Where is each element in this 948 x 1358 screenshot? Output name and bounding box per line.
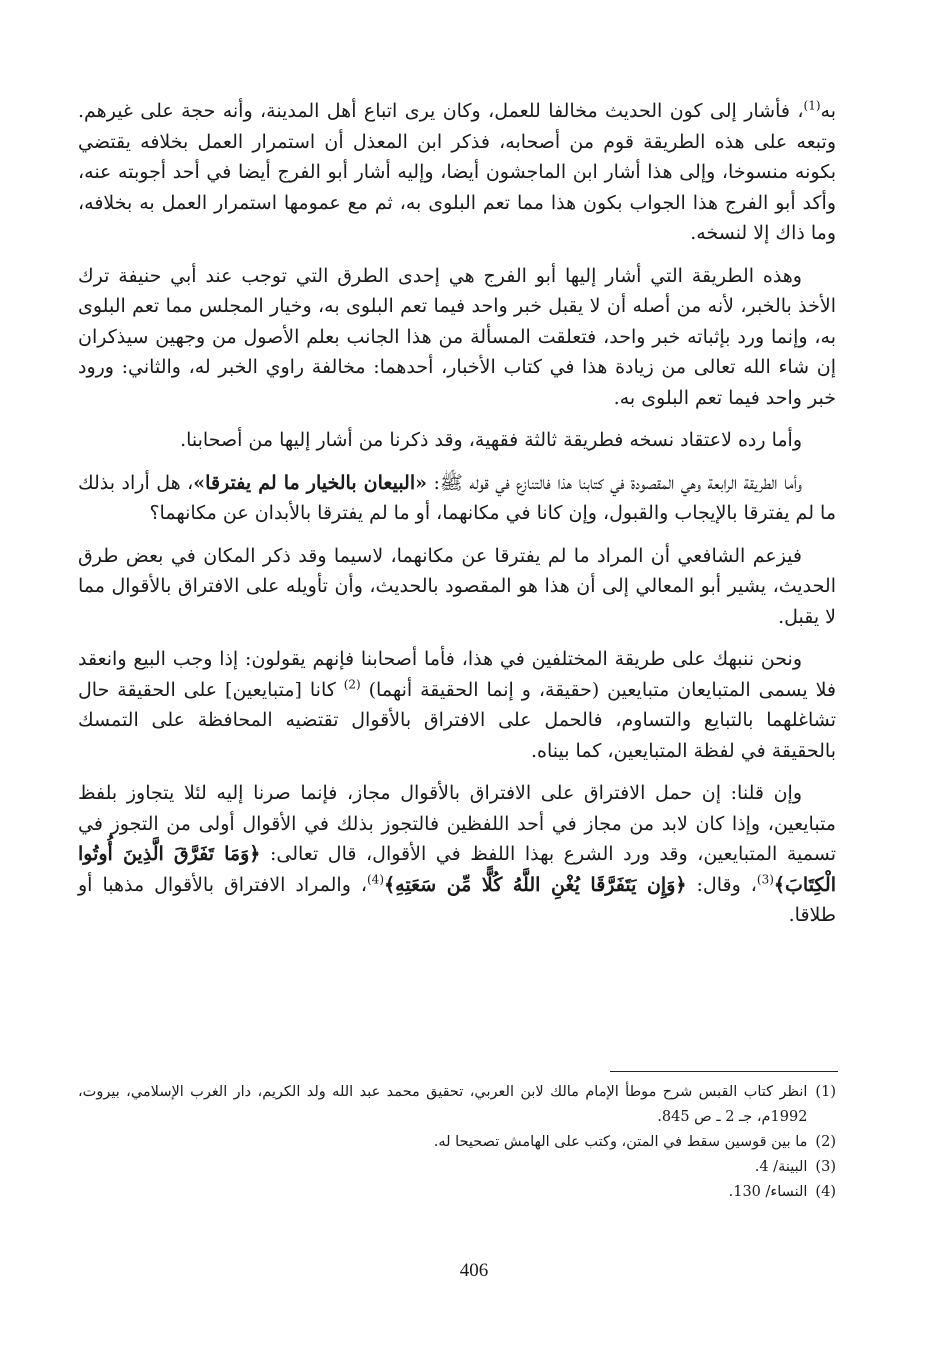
footnote-separator: [610, 1071, 838, 1072]
footnotes: [78, 1080, 836, 1205]
text-run: ، وقال:: [686, 873, 757, 896]
footnote-number: (4): [815, 1184, 836, 1200]
paragraph: [78, 541, 836, 633]
text-run: ، فأشار إلى كون الحديث مخالفا للعمل، وكان يرى اتباع أهل المدينة، وأنه حجة على غيرهم. وتبعه على هذه الطريقة قوم من أصحابه، فذكر ابن المعذل أن استمرار العمل بخلافه يقتضي بكونه منسوخا، وإلى هذا أشار ابن الماجشون أيضا، وإليه أشار أبو الفرج أيضا في أحد أجوبته عنه، وأكد أبو الفرج هذا الجواب بكون هذا مما تعم البلوى به، ثم مع عمومها استمرار العمل به بخلافه، وما ذاك إلا لنسخه.: [78, 100, 836, 244]
text-run: وإن قلنا: إن حمل الافتراق على الافتراق بالأقوال مجاز، فإنما صرنا إليه لئلا يتجاوز بلفظ متبايعين، وإذا كان لابد من مجاز في أحد اللفظين فالتجوز بذلك في الأقوال أولى من التجوز في تسمية المتبايعين، وقد ورد الشرع بهذا اللفظ في الأقوال، قال تعالى:: [78, 782, 837, 865]
text-run: وأما رده لاعتقاد نسخه فطريقة ثالثة فقهية، وقد ذكرنا من أشار إليها من أصحابنا.: [180, 429, 802, 451]
footnote-ref: (1): [803, 98, 821, 113]
text-run: ، والمراد الافتراق بالأقوال مذهبا أو طلاقا.: [78, 873, 836, 926]
hadith-quote: «البيعان بالخيار ما لم يفترقا»: [193, 471, 428, 494]
footnote: [78, 1080, 836, 1130]
paragraph: [78, 778, 836, 931]
footnote-ref: (4): [366, 872, 384, 887]
footnote-number: (3): [815, 1159, 836, 1175]
footnote-number: (1): [815, 1084, 836, 1100]
paragraph: [78, 261, 836, 414]
footnote-number: (2): [815, 1134, 836, 1150]
footnote-text: انظر كتاب القبس شرح موطأ الإمام مالك لابن العربي، تحقيق محمد عبد الله ولد الكريم، دار الغرب الإسلامي، بيروت، 1992م، جـ 2 ـ ص 845.: [78, 1084, 808, 1125]
paragraph: [78, 468, 836, 529]
text-run: به: [820, 100, 836, 122]
text-run: ونحن ننبهك على طريقة المختلفين في هذا، فأما أصحابنا فإنهم يقولون: إذا وجب البيع وانعقد فلا يسمى المتبايعان متبايعين (حقيقة، و إنما الحقيقة أنهما): [78, 648, 837, 701]
text-run: ، هل أراد بذلك ما لم يفترقا بالإيجاب والقبول، وإن كانا في مكانهما، أو ما لم يفترقا بالأبدان عن مكانهما؟: [78, 471, 836, 524]
text-run: كانا [متبايعين] على الحقيقة حال تشاغلهما بالتبايع والتساوم، فالحمل على الافتراق بالأقوال تقتضيه المحافظة على التمسك بالحقيقة في لفظة المتبايعين، كما بيناه.: [78, 678, 836, 762]
quran-verse: ﴿وَمَا تَفَرَّقَ الَّذِينَ أُوتُوا الْكِتَابَ﴾: [78, 843, 836, 896]
text-run: وهذه الطريقة التي أشار إليها أبو الفرج هي إحدى الطرق التي توجب عند أبي حنيفة ترك الأخذ بالخبر، لأنه من أصله أن لا يقبل خبر واحد فيما تعم البلوى به، وخيار المجلس مما تعم البلوى به، وإنما ورد بإثباته خبر واحد، فتعلقت المسألة من هذا الجانب بعلم الأصول من وجهين سيذكران إن شاء الله تعالى من زيادة هذا في كتاب الأخبار، أحدهما: مخالفة راوي الخبر له، والثاني: ورود خبر واحد فيما تعم البلوى به.: [78, 264, 836, 409]
footnote-text: البينة/ 4.: [754, 1159, 808, 1175]
text-run: وأما الطريقة الرابعة وهي المقصودة في كتابنا هذا فالتنازع في قوله ﷺ:: [427, 471, 803, 494]
quran-verse: ﴿وَإِن يَتَفَرَّقَا يُغْنِ اللَّهُ كُلًّا مِّن سَعَتِهِ﴾: [384, 873, 687, 896]
footnote-ref: (3): [756, 872, 774, 887]
paragraph: [78, 644, 836, 766]
footnote: [78, 1130, 836, 1155]
footnote-ref: (2): [343, 677, 361, 692]
main-text: [78, 96, 836, 943]
footnote-text: ما بين قوسين سقط في المتن، وكتب على الهامش تصحيحا له.: [433, 1134, 808, 1150]
page-number: 406: [459, 1260, 489, 1281]
paragraph: [78, 96, 836, 249]
footnote: [78, 1180, 836, 1205]
footnote: [78, 1155, 836, 1180]
footnote-text: النساء/ 130.: [728, 1184, 808, 1200]
paragraph: [78, 425, 836, 456]
text-run: فيزعم الشافعي أن المراد ما لم يفترقا عن مكانهما، لاسيما وقد ذكر المكان في بعض طرق الحديث، يشير أبو المعالي إلى أن هذا هو المقصود بالحديث، وأن تأويله على الافتراق بالأقوال مما لا يقبل.: [78, 544, 836, 628]
